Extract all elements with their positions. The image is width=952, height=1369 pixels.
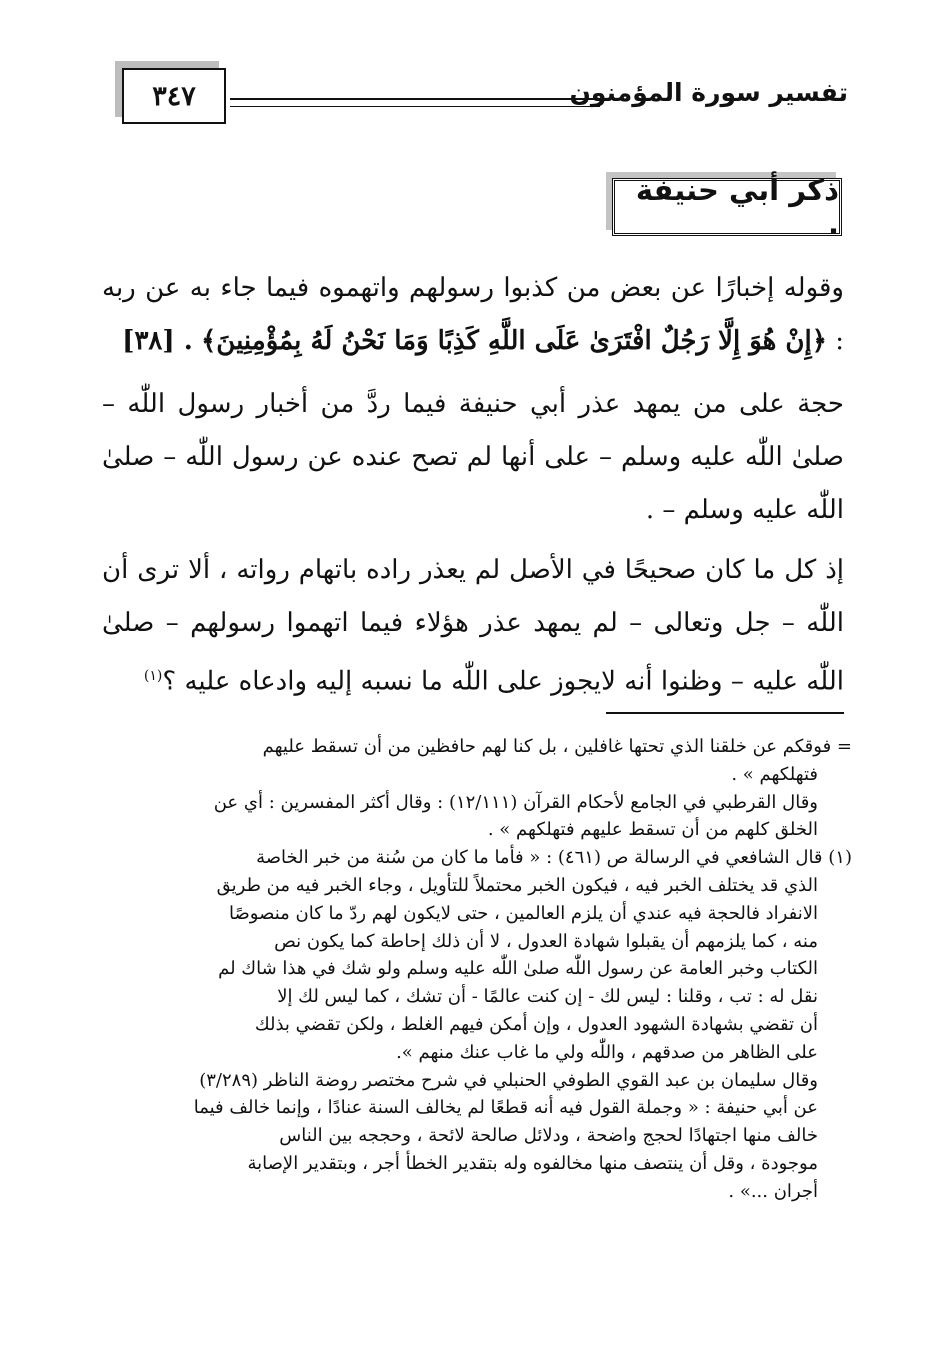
- verse-reference: . [٣٨]: [122, 326, 193, 356]
- footnote-line: (١) قال الشافعي في الرسالة ص (٤٦١) : « فأما ما كان من سُنة من خبر الخاصة: [256, 847, 852, 869]
- footnote-line: = فوقكم عن خلقنا الذي تحتها غافلين ، بل كنا لهم حافظين من أن تسقط عليهم: [262, 736, 852, 757]
- footnote-line: على الظاهر من صدقهم ، واللّٰه ولي ما غاب عنك منهم ».: [396, 1041, 818, 1063]
- footnote-separator: [606, 712, 844, 714]
- footnote-line: أن تقضي بشهادة الشهود العدول ، وإن أمكن فيهم الغلط ، ولكن تقضي بذلك: [254, 1013, 818, 1035]
- quran-verse: ﴿إِنْ هُوَ إِلَّا رَجُلٌ افْتَرَىٰ عَلَى اللَّهِ كَذِبًا وَمَا نَحْنُ لَهُ بِمُؤْمِنِينَ﴾: [201, 326, 827, 356]
- footnote-line: خالف منها اجتهادًا لحجج واضحة ، ودلائل صالحة لائحة ، وحججه بين الناس: [279, 1125, 818, 1147]
- header-rule: [230, 98, 600, 107]
- footnote-marker: (١): [143, 668, 163, 684]
- verse-paragraph: [102, 262, 844, 368]
- footnote-line: الذي قد يختلف الخبر فيه ، فيكون الخبر محتملاً للتأويل ، وجاء الخبر فيه من طريق: [216, 874, 818, 896]
- footnote-line: نقل له : تب ، وقلنا : ليس لك - إن كنت عالمًا - أن تشك ، كما ليس لك إلا: [277, 986, 818, 1008]
- section-heading: ذكر أبي حنيفة .: [612, 178, 842, 236]
- paragraph-itham: [102, 544, 844, 709]
- footnote-line: الخلق كلهم من أن تسقط عليهم فتهلكهم » .: [487, 819, 818, 841]
- footnote-line: فتهلكهم » .: [731, 763, 818, 785]
- footnote-line: عن أبي حنيفة : « وجملة القول فيه أنه قطعًا لم يخالف السنة عنادًا ، وإنما خالف فيما: [193, 1097, 818, 1119]
- running-title: تفسير سورة المؤمنون: [569, 78, 848, 107]
- verse-intro-text: وقوله إخبارًا عن بعض من كذبوا رسولهم واتهموه فيما جاء به عن ربه :: [102, 273, 844, 356]
- paragraph-itham-text: إذ كل ما كان صحيحًا في الأصل لم يعذر راده باتهام رواته ، ألا ترى أن اللّٰه – جل وتعالى – لم يمهد عذر هؤلاء فيما اتهموا رسولهم – صلىٰ اللّٰه عليه – وظنوا أنه لايجوز على اللّٰه ما نسبه إليه وادعاه عليه ؟: [102, 555, 844, 697]
- footnote-line: موجودة ، وقل أن ينتصف منها مخالفوه وله بتقدير الخطأ أجر ، وبتقدير الإصابة: [247, 1152, 818, 1174]
- paragraph-hujja: حجة على من يمهد عذر أبي حنيفة فيما ردَّ من أخبار رسول اللّٰه – صلىٰ اللّٰه عليه وسلم – على أنها لم تصح عنده عن رسول اللّٰه – صلىٰ اللّٰه عليه وسلم – .: [102, 389, 844, 525]
- footnote-line: منه ، كما يلزمهم أن يقبلوا شهادة العدول ، لا أن ذلك إحاطة كما يكون نص: [274, 930, 818, 952]
- footnote-line: أجران ...» .: [728, 1180, 818, 1202]
- footnote-line: الكتاب وخبر العامة عن رسول اللّٰه صلىٰ اللّٰه عليه وسلم ولو شك في هذا شاك لم: [218, 958, 818, 980]
- footnote-line: وقال القرطبي في الجامع لأحكام القرآن (١٢/١١١) : وقال أكثر المفسرين : أي عن: [213, 791, 818, 813]
- page-header: [118, 62, 848, 134]
- footnote-line: وقال سليمان بن عبد القوي الطوفي الحنبلي في شرح مختصر روضة الناظر (٣/٢٨٩): [199, 1069, 818, 1091]
- footnotes: [100, 733, 852, 1206]
- footnote-line: الانفراد فالحجة فيه عندي أن يلزم العالمين ، حتى لايكون لهم ردّ ما كان منصوصًا: [229, 902, 818, 924]
- page-number: ٣٤٧: [122, 68, 226, 124]
